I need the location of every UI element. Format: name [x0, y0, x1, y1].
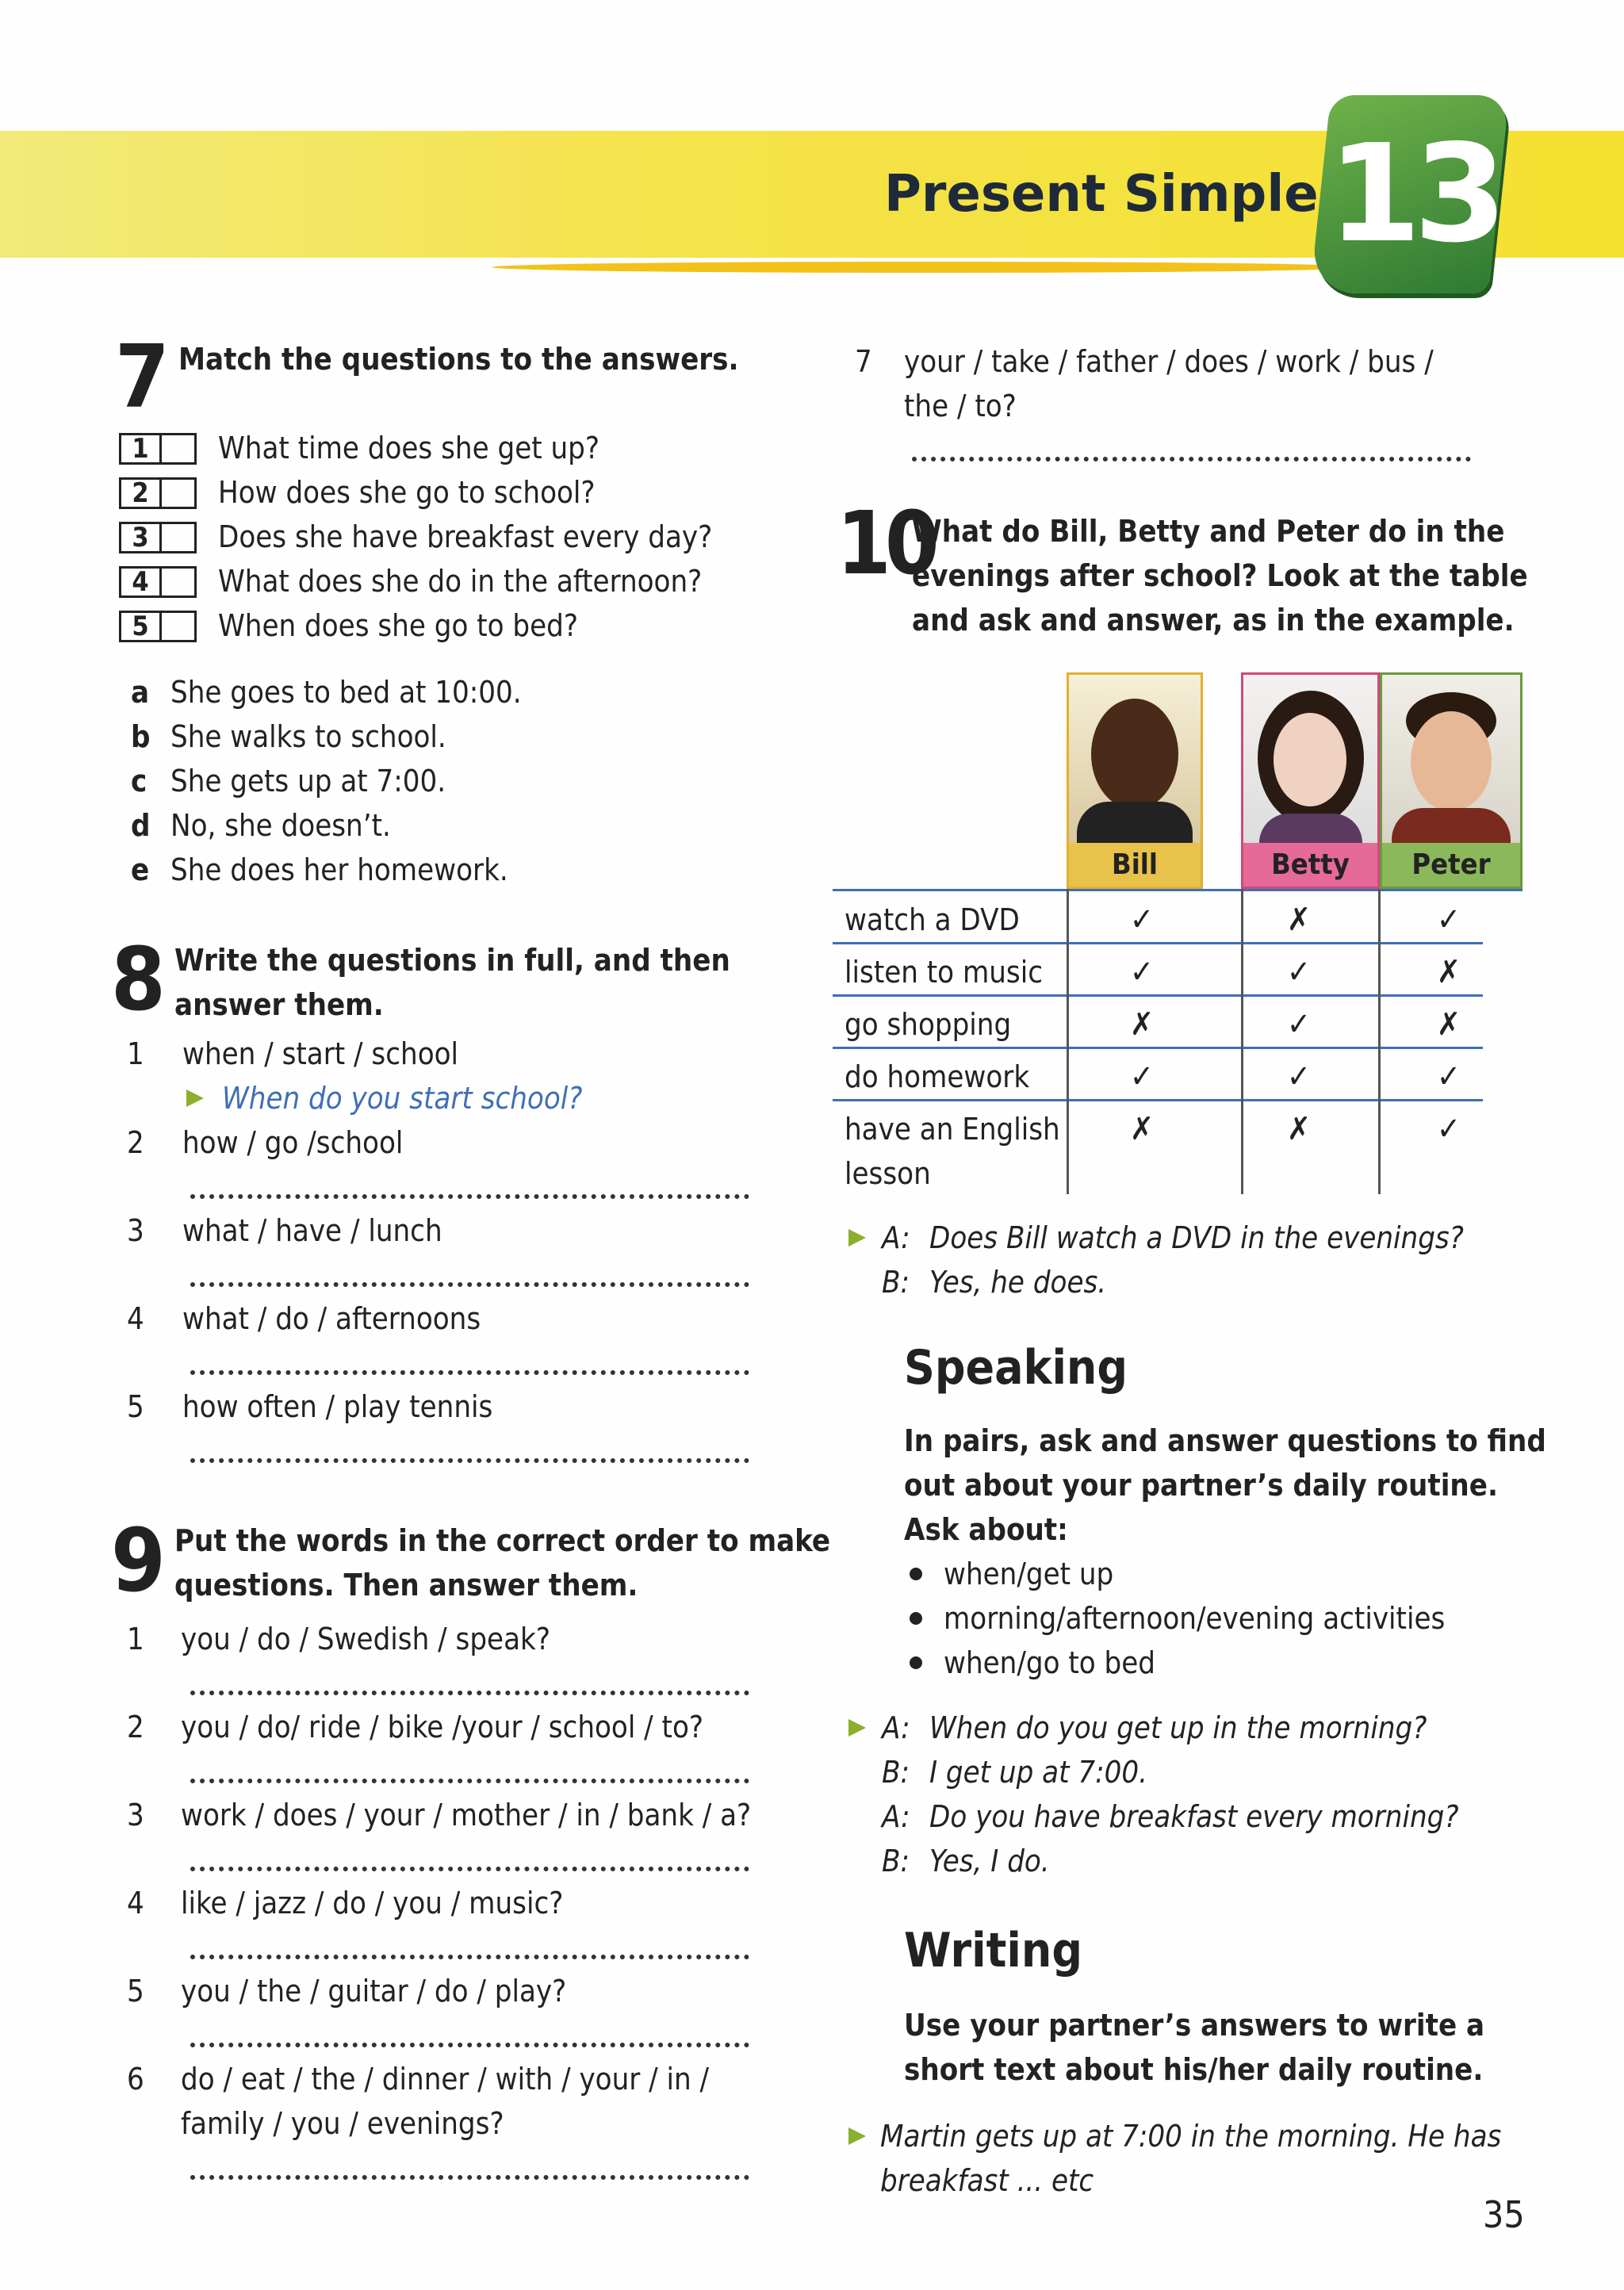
- speaking-text: In pairs, ask and answer questions to find: [904, 1423, 1546, 1458]
- mark-cell: ✗: [1436, 954, 1461, 990]
- dialogue-speaker: B:: [882, 1844, 910, 1878]
- dialogue-speaker: B:: [882, 1755, 910, 1790]
- writing-example: Martin gets up at 7:00 in the morning. He has: [880, 2119, 1502, 2154]
- mark-cell: ✓: [1436, 902, 1461, 938]
- answer-line[interactable]: [190, 1458, 749, 1463]
- ex10-instruction: evenings after school? Look at the table: [912, 558, 1528, 593]
- mark-cell: ✗: [1286, 1111, 1312, 1147]
- ex8-item: how / go /school: [182, 1125, 404, 1160]
- activity-label: have an English: [845, 1112, 1060, 1147]
- writing-heading: Writing: [904, 1923, 1082, 1978]
- bullet-icon: [910, 1568, 922, 1580]
- dialogue-speaker: B:: [882, 1265, 910, 1300]
- ex8-instruction: Write the questions in full, and then: [174, 943, 730, 978]
- item-number: 2: [127, 1710, 144, 1744]
- example-arrow-icon: [848, 2127, 866, 2145]
- dialogue-line: Yes, he does.: [929, 1265, 1107, 1300]
- activity-label-cont: lesson: [845, 1156, 931, 1191]
- ex7-instruction: Match the questions to the answers.: [178, 342, 739, 377]
- ex7-question: How does she go to school?: [218, 475, 596, 510]
- mark-cell: ✓: [1436, 1059, 1461, 1095]
- ex8-item: what / do / afternoons: [182, 1301, 481, 1336]
- answer-line[interactable]: [190, 2175, 749, 2180]
- item-number: 1: [127, 1036, 144, 1071]
- speaking-heading: Speaking: [904, 1340, 1128, 1396]
- example-arrow-icon: [186, 1089, 204, 1107]
- item-number: 5: [127, 1974, 144, 2009]
- item-number: 5: [127, 1389, 144, 1424]
- mark-cell: ✓: [1436, 1111, 1461, 1147]
- ex9-instruction: questions. Then answer them.: [174, 1568, 638, 1603]
- ex10-instruction: What do Bill, Betty and Peter do in the: [912, 514, 1505, 549]
- mark-cell: ✓: [1286, 1006, 1312, 1043]
- match-box-4[interactable]: 4: [119, 566, 197, 598]
- ex7-question: Does she have breakfast every day?: [218, 519, 713, 554]
- dialogue-speaker: A:: [882, 1710, 910, 1745]
- answer-line[interactable]: [190, 1691, 749, 1695]
- ex9-item-cont: the / to?: [904, 389, 1017, 423]
- bullet-item: when/go to bed: [944, 1645, 1155, 1680]
- example-arrow-icon: [848, 1719, 866, 1737]
- match-box-1[interactable]: 1: [119, 433, 197, 465]
- dialogue-line: When do you get up in the morning?: [929, 1710, 1427, 1745]
- bullet-item: morning/afternoon/evening activities: [944, 1601, 1446, 1636]
- bill-photo: [1067, 672, 1203, 889]
- ex7-question: What time does she get up?: [218, 431, 600, 465]
- ex10-instruction: and ask and answer, as in the example.: [912, 603, 1515, 638]
- mark-cell: ✓: [1286, 1059, 1312, 1095]
- answer-letter: d: [131, 808, 151, 843]
- dialogue-line: Do you have breakfast every morning?: [929, 1799, 1459, 1834]
- page-number: 35: [1483, 2193, 1525, 2236]
- header-swoosh: [492, 262, 1364, 273]
- item-number: 2: [127, 1125, 144, 1160]
- mark-cell: ✓: [1286, 954, 1312, 990]
- item-number: 3: [127, 1213, 144, 1248]
- answer-letter: c: [131, 764, 147, 798]
- match-box-5[interactable]: 5: [119, 611, 197, 642]
- ex8-item: when / start / school: [182, 1036, 459, 1071]
- mark-cell: ✗: [1436, 1006, 1461, 1043]
- speaking-text: Ask about:: [904, 1512, 1068, 1547]
- unit-number: 13: [1327, 116, 1500, 273]
- item-number: 4: [127, 1886, 144, 1920]
- dialogue-line: Yes, I do.: [929, 1844, 1050, 1878]
- mark-cell: ✓: [1129, 1059, 1155, 1095]
- ex9-item: like / jazz / do / you / music?: [181, 1886, 564, 1920]
- writing-text: short text about his/her daily routine.: [904, 2052, 1484, 2087]
- betty-photo: [1241, 672, 1380, 889]
- activity-label: go shopping: [845, 1007, 1012, 1042]
- ex8-item: what / have / lunch: [182, 1213, 442, 1248]
- mark-cell: ✗: [1129, 1111, 1155, 1147]
- ex7-question: What does she do in the afternoon?: [218, 564, 703, 599]
- bullet-icon: [910, 1656, 922, 1669]
- ex9-item: you / the / guitar / do / play?: [181, 1974, 567, 2009]
- ex7-question: When does she go to bed?: [218, 608, 578, 643]
- ex9-item: you / do / Swedish / speak?: [181, 1622, 550, 1656]
- answer-line[interactable]: [912, 457, 1471, 461]
- answer-line[interactable]: [190, 1282, 749, 1287]
- mark-cell: ✗: [1129, 1006, 1155, 1043]
- mark-cell: ✓: [1129, 902, 1155, 938]
- ex8-item: how often / play tennis: [182, 1389, 493, 1424]
- ex9-item: you / do/ ride / bike /your / school / to?: [181, 1710, 704, 1744]
- ex9-item: work / does / your / mother / in / bank / a?: [181, 1798, 752, 1832]
- ex9-item: do / eat / the / dinner / with / your / in /: [181, 2062, 710, 2097]
- answer-line[interactable]: [190, 1370, 749, 1375]
- writing-example: breakfast ... etc: [880, 2163, 1094, 2198]
- answer-line[interactable]: [190, 2043, 749, 2047]
- item-number: 7: [855, 344, 872, 379]
- match-box-3[interactable]: 3: [119, 522, 197, 553]
- item-number: 3: [127, 1798, 144, 1832]
- ex8-example: When do you start school?: [222, 1081, 583, 1116]
- item-number: 4: [127, 1301, 144, 1336]
- ex8-instruction: answer them.: [174, 987, 384, 1022]
- activity-label: do homework: [845, 1059, 1030, 1094]
- answer-letter: b: [131, 719, 151, 754]
- ex10-number: 10: [837, 492, 933, 594]
- ex9-item-cont: family / you / evenings?: [181, 2106, 504, 2141]
- betty-label: Betty: [1271, 848, 1350, 881]
- dialogue-speaker: A:: [882, 1799, 910, 1834]
- answer-text: She does her homework.: [170, 852, 508, 887]
- answer-line[interactable]: [190, 1955, 749, 1959]
- ex8-number: 8: [111, 929, 166, 1030]
- ex9-item: your / take / father / does / work / bus /: [904, 344, 1434, 379]
- match-box-2[interactable]: 2: [119, 477, 197, 509]
- answer-letter: e: [131, 852, 150, 887]
- dialogue-line: I get up at 7:00.: [929, 1755, 1147, 1790]
- answer-text: She goes to bed at 10:00.: [170, 675, 522, 710]
- answer-text: She walks to school.: [170, 719, 446, 754]
- answer-line[interactable]: [190, 1779, 749, 1783]
- speaking-text: out about your partner’s daily routine.: [904, 1468, 1498, 1503]
- dialogue-speaker: A:: [882, 1220, 910, 1255]
- peter-label: Peter: [1411, 848, 1491, 881]
- dialogue-line: Does Bill watch a DVD in the evenings?: [929, 1220, 1464, 1255]
- ex9-number: 9: [111, 1510, 166, 1611]
- answer-line[interactable]: [190, 1867, 749, 1871]
- answer-letter: a: [131, 675, 150, 710]
- page-title: Present Simple: [884, 165, 1319, 224]
- item-number: 6: [127, 2062, 144, 2097]
- writing-text: Use your partner’s answers to write a: [904, 2008, 1485, 2043]
- answer-text: She gets up at 7:00.: [170, 764, 446, 798]
- ex9-instruction: Put the words in the correct order to make: [174, 1523, 831, 1558]
- answer-text: No, she doesn’t.: [170, 808, 391, 843]
- bullet-icon: [910, 1612, 922, 1625]
- bill-label: Bill: [1112, 848, 1158, 881]
- example-arrow-icon: [848, 1229, 866, 1246]
- activity-label: watch a DVD: [845, 902, 1020, 937]
- answer-line[interactable]: [190, 1194, 749, 1199]
- activity-label: listen to music: [845, 955, 1044, 990]
- mark-cell: ✓: [1129, 954, 1155, 990]
- item-number: 1: [127, 1622, 144, 1656]
- bullet-item: when/get up: [944, 1557, 1114, 1591]
- mark-cell: ✗: [1286, 902, 1312, 938]
- ex7-number: 7: [115, 326, 170, 427]
- peter-photo: [1380, 672, 1522, 889]
